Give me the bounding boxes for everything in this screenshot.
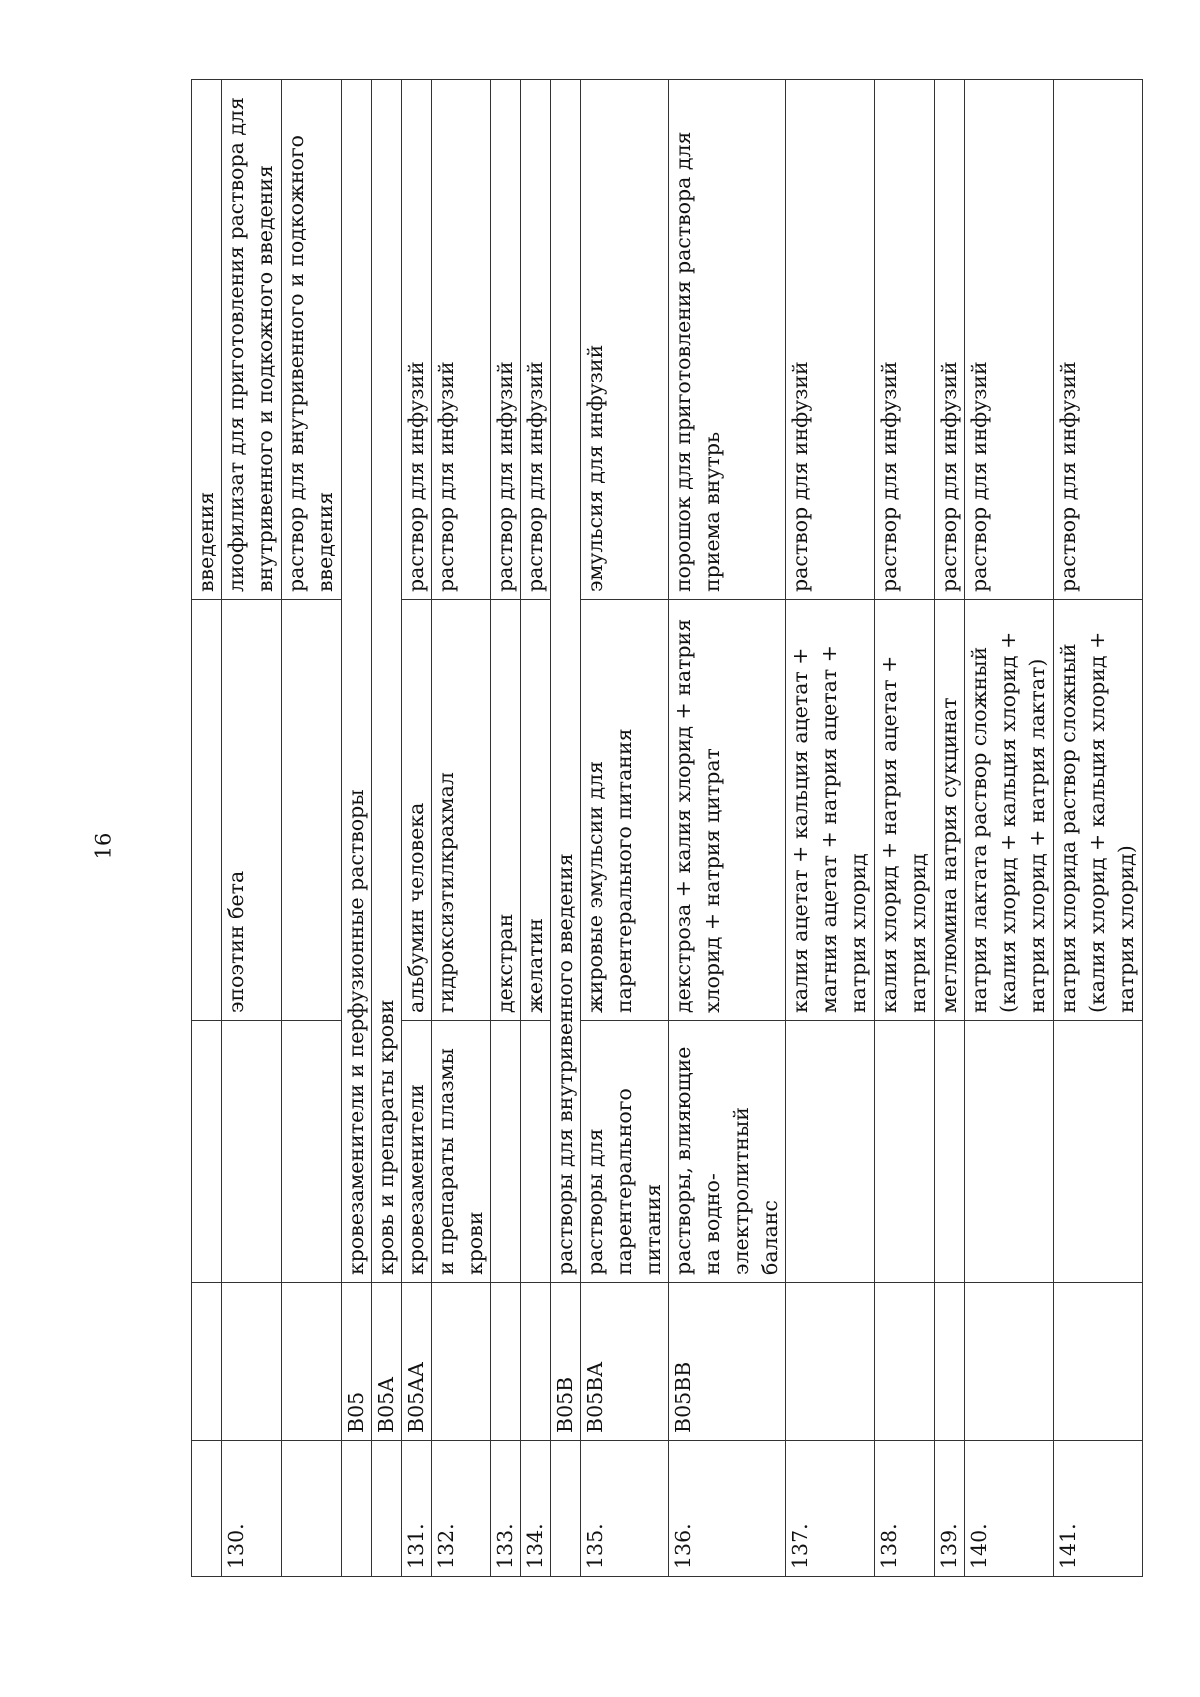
atc-code-cell — [786, 1283, 875, 1441]
row-number-cell: 140. — [965, 1441, 1054, 1577]
section-title-cell: кровезаменители и перфузионные растворы — [342, 80, 372, 1283]
dosage-form-cell: раствор для инфузий — [402, 80, 432, 600]
drug-name-cell: калия хлорид + натрия ацетат + натрия хлорид — [875, 600, 935, 1021]
row-number-cell: 131. — [402, 1441, 432, 1577]
group-cell — [192, 1021, 222, 1283]
group-cell: и препараты плазмы крови — [432, 1021, 491, 1283]
atc-code-cell: B05BA — [581, 1283, 669, 1441]
section-title-cell: кровь и препараты крови — [372, 80, 402, 1283]
atc-code-cell: B05B — [551, 1283, 581, 1441]
group-cell — [521, 1021, 551, 1283]
row-number-cell: 139. — [935, 1441, 965, 1577]
dosage-form-cell: эмульсия для инфузий — [581, 80, 669, 600]
dosage-form-cell: раствор для инфузий — [1054, 80, 1143, 600]
atc-code-cell: B05A — [372, 1283, 402, 1441]
atc-code-cell — [192, 1283, 222, 1441]
page-number: 16 — [91, 832, 116, 860]
row-number-cell: 136. — [669, 1441, 786, 1577]
drug-name-cell: калия ацетат + кальция ацетат + магния ацетат + натрия ацетат + натрия хлорид — [786, 600, 875, 1021]
drug-name-cell: жировые эмульсии для парентерального питания — [581, 600, 669, 1021]
table-row — [282, 80, 342, 1577]
group-cell — [935, 1021, 965, 1283]
drug-name-cell: желатин — [521, 600, 551, 1021]
row-number-cell: 130. — [222, 1441, 282, 1577]
drug-name-cell: декстран — [491, 600, 521, 1021]
atc-code-cell — [222, 1283, 282, 1441]
atc-code-cell: B05BB — [669, 1283, 786, 1441]
dosage-form-cell: раствор для инфузий — [491, 80, 521, 600]
row-number-cell — [342, 1441, 372, 1577]
section-title-cell: растворы для внутривенного введения — [551, 80, 581, 1283]
group-cell — [786, 1021, 875, 1283]
dosage-form-cell: раствор для внутривенного и подкожного введения — [282, 80, 342, 600]
row-number-cell: 134. — [521, 1441, 551, 1577]
table-row — [222, 80, 282, 1577]
table-row — [786, 80, 875, 1577]
group-cell — [1054, 1021, 1143, 1283]
atc-code-cell: B05AA — [402, 1283, 432, 1441]
row-number-cell — [372, 1441, 402, 1577]
row-number-cell: 141. — [1054, 1441, 1143, 1577]
drug-name-cell: альбумин человека — [402, 600, 432, 1021]
section-row — [342, 80, 372, 1577]
table-row — [1054, 80, 1143, 1577]
dosage-form-cell: раствор для инфузий — [786, 80, 875, 600]
atc-code-cell — [965, 1283, 1054, 1441]
table-row — [581, 80, 669, 1577]
atc-code-cell — [282, 1283, 342, 1441]
document-page — [191, 80, 1143, 1577]
table-row — [965, 80, 1054, 1577]
medicines-table — [191, 79, 1143, 1577]
row-number-cell: 137. — [786, 1441, 875, 1577]
group-cell: растворы, влияющие на водно-электролитный баланс — [669, 1021, 786, 1283]
dosage-form-cell: раствор для инфузий — [935, 80, 965, 600]
table-row — [935, 80, 965, 1577]
atc-code-cell — [491, 1283, 521, 1441]
table-row — [192, 80, 222, 1577]
group-cell — [222, 1021, 282, 1283]
table-row — [875, 80, 935, 1577]
section-row — [372, 80, 402, 1577]
drug-name-cell: натрия хлорида раствор сложный (калия хлорид + кальция хлорид + натрия хлорид) — [1054, 600, 1143, 1021]
dosage-form-cell: введения — [192, 80, 222, 600]
table-row — [491, 80, 521, 1577]
dosage-form-cell: порошок для приготовления раствора для приема внутрь — [669, 80, 786, 600]
atc-code-cell — [432, 1283, 491, 1441]
dosage-form-cell: раствор для инфузий — [432, 80, 491, 600]
drug-name-cell: эпоэтин бета — [222, 600, 282, 1021]
atc-code-cell — [1054, 1283, 1143, 1441]
drug-name-cell: декстроза + калия хлорид + натрия хлорид + натрия цитрат — [669, 600, 786, 1021]
row-number-cell — [192, 1441, 222, 1577]
group-cell: растворы для парентерального питания — [581, 1021, 669, 1283]
group-cell — [282, 1021, 342, 1283]
table-row — [432, 80, 491, 1577]
table-row — [521, 80, 551, 1577]
row-number-cell: 132. — [432, 1441, 491, 1577]
atc-code-cell — [521, 1283, 551, 1441]
row-number-cell — [282, 1441, 342, 1577]
group-cell: кровезаменители — [402, 1021, 432, 1283]
dosage-form-cell: раствор для инфузий — [521, 80, 551, 600]
drug-name-cell — [192, 600, 222, 1021]
atc-code-cell — [935, 1283, 965, 1441]
drug-name-cell: меглюмина натрия сукцинат — [935, 600, 965, 1021]
row-number-cell: 138. — [875, 1441, 935, 1577]
dosage-form-cell: раствор для инфузий — [875, 80, 935, 600]
group-cell — [875, 1021, 935, 1283]
row-number-cell: 133. — [491, 1441, 521, 1577]
drug-name-cell — [282, 600, 342, 1021]
drug-name-cell: натрия лактата раствор сложный (калия хлорид + кальция хлорид + натрия хлорид + натрия лактат) — [965, 600, 1054, 1021]
dosage-form-cell: раствор для инфузий — [965, 80, 1054, 600]
group-cell — [965, 1021, 1054, 1283]
row-number-cell: 135. — [581, 1441, 669, 1577]
dosage-form-cell: лиофилизат для приготовления раствора для внутривенного и подкожного введения — [222, 80, 282, 600]
drug-name-cell: гидроксиэтилкрахмал — [432, 600, 491, 1021]
row-number-cell — [551, 1441, 581, 1577]
section-row — [551, 80, 581, 1577]
atc-code-cell — [875, 1283, 935, 1441]
group-cell — [491, 1021, 521, 1283]
table-row — [669, 80, 786, 1577]
table-row — [402, 80, 432, 1577]
atc-code-cell: B05 — [342, 1283, 372, 1441]
